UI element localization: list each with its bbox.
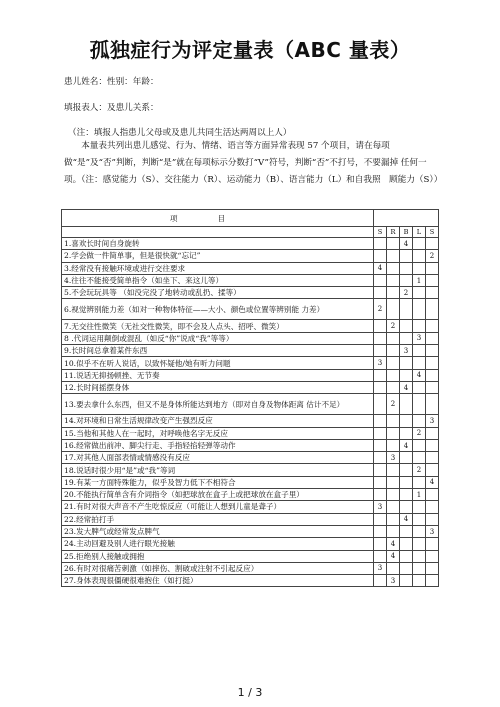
score-cell: 3 bbox=[374, 501, 387, 513]
score-cell: 3 bbox=[426, 415, 439, 427]
empty-score-cell bbox=[413, 501, 426, 513]
empty-score-cell bbox=[426, 287, 439, 299]
score-cell: 3 bbox=[387, 575, 400, 587]
empty-score-cell bbox=[426, 320, 439, 332]
empty-score-cell bbox=[387, 513, 400, 525]
empty-score-cell bbox=[400, 562, 413, 574]
empty-score-cell bbox=[413, 394, 426, 415]
table-row bbox=[62, 332, 439, 344]
empty-score-cell bbox=[374, 439, 387, 451]
patient-info-line: 患儿姓名：性别：年龄： bbox=[64, 77, 159, 87]
empty-score-cell bbox=[374, 489, 387, 501]
item-text: 21.有时对很大声音不产生吃惊反应（可能让人想到儿童是聋子） bbox=[62, 501, 374, 513]
table-row bbox=[62, 262, 439, 274]
item-text: 8 .代词运用颠倒或混乱（如反“你”说成“我”等等） bbox=[62, 332, 374, 344]
score-cell: 3 bbox=[387, 452, 400, 464]
col-label-s1: S bbox=[374, 227, 387, 238]
empty-score-cell bbox=[374, 452, 387, 464]
score-cell: 4 bbox=[426, 476, 439, 488]
item-text: 22.经常拍打手 bbox=[62, 513, 374, 525]
abc-scale-table bbox=[61, 209, 439, 587]
empty-score-cell bbox=[400, 427, 413, 439]
score-cell: 4 bbox=[413, 369, 426, 381]
col-label-s2: S bbox=[426, 227, 439, 238]
empty-score-cell bbox=[387, 427, 400, 439]
table-row bbox=[62, 525, 439, 537]
item-text: 12.长时间摇摆身体 bbox=[62, 381, 374, 393]
item-text: 19.有某一方面特殊能力，似乎及智力低下不相符合 bbox=[62, 476, 374, 488]
empty-score-cell bbox=[413, 238, 426, 250]
empty-score-cell bbox=[426, 299, 439, 320]
empty-score-cell bbox=[374, 274, 387, 286]
empty-score-cell bbox=[426, 357, 439, 369]
item-text: 24.主动回避及别人进行眼光接触 bbox=[62, 538, 374, 550]
empty-score-cell bbox=[400, 476, 413, 488]
score-cell: 3 bbox=[374, 562, 387, 574]
empty-score-cell bbox=[400, 320, 413, 332]
empty-score-cell bbox=[426, 427, 439, 439]
score-cell: 2 bbox=[413, 464, 426, 476]
table-row bbox=[62, 489, 439, 501]
item-text: 13.要去拿什么东西，但又不是身体所能达到地方（即对自身及物体距离 估计不足） bbox=[62, 394, 374, 415]
item-text: 17.对其他人面部表情或情感没有反应 bbox=[62, 452, 374, 464]
empty-score-cell bbox=[413, 476, 426, 488]
empty-score-cell bbox=[374, 427, 387, 439]
item-text: 10.似乎不在听人说话，以致怀疑他/她有听力问题 bbox=[62, 357, 374, 369]
score-cell: 4 bbox=[387, 550, 400, 562]
empty-score-cell bbox=[426, 562, 439, 574]
reporter-note: （注：填报人指患儿父母或及患儿共同生活达两周以上人） bbox=[68, 128, 292, 138]
empty-score-cell bbox=[426, 381, 439, 393]
empty-score-cell bbox=[400, 501, 413, 513]
table-row bbox=[62, 369, 439, 381]
score-cell: 3 bbox=[426, 525, 439, 537]
score-cell: 1 bbox=[413, 489, 426, 501]
empty-score-cell bbox=[426, 262, 439, 274]
table-row bbox=[62, 287, 439, 299]
table-row bbox=[62, 550, 439, 562]
table-header-scores bbox=[374, 210, 439, 227]
score-cell: 4 bbox=[400, 238, 413, 250]
item-text: 4.往往不能接受简单指令（如坐下、来这儿等） bbox=[62, 274, 374, 286]
empty-score-cell bbox=[387, 562, 400, 574]
table-row bbox=[62, 513, 439, 525]
score-cell: 2 bbox=[413, 427, 426, 439]
empty-score-cell bbox=[387, 357, 400, 369]
empty-score-cell bbox=[426, 345, 439, 357]
empty-score-cell bbox=[400, 489, 413, 501]
empty-score-cell bbox=[413, 575, 426, 587]
table-row bbox=[62, 439, 439, 451]
empty-score-cell bbox=[413, 513, 426, 525]
score-cell: 4 bbox=[387, 538, 400, 550]
empty-score-cell bbox=[400, 415, 413, 427]
empty-score-cell bbox=[426, 274, 439, 286]
empty-score-cell bbox=[400, 525, 413, 537]
table-row bbox=[62, 320, 439, 332]
item-text: 9.长时间总拿着某件东西 bbox=[62, 345, 374, 357]
item-text: 14.对环境和日常生活规律改变产生强烈反应 bbox=[62, 415, 374, 427]
empty-score-cell bbox=[400, 464, 413, 476]
empty-score-cell bbox=[426, 439, 439, 451]
score-cell: 4 bbox=[400, 381, 413, 393]
item-text: 1.喜欢长时间自身旋转 bbox=[62, 238, 374, 250]
empty-score-cell bbox=[426, 513, 439, 525]
empty-score-cell bbox=[426, 464, 439, 476]
empty-score-cell bbox=[387, 299, 400, 320]
empty-score-cell bbox=[426, 238, 439, 250]
empty-score-cell bbox=[387, 489, 400, 501]
empty-score-cell bbox=[413, 562, 426, 574]
empty-score-cell bbox=[374, 250, 387, 262]
empty-score-cell bbox=[374, 415, 387, 427]
score-cell: 2 bbox=[426, 250, 439, 262]
item-text: 7.无交往性微笑（无社交性微笑，即不会及人点头、招呼、微笑） bbox=[62, 320, 374, 332]
empty-score-cell bbox=[413, 299, 426, 320]
item-column-spacer bbox=[62, 227, 374, 238]
table-row bbox=[62, 452, 439, 464]
table-row bbox=[62, 345, 439, 357]
score-cell: 4 bbox=[400, 439, 413, 451]
empty-score-cell bbox=[400, 250, 413, 262]
page-number: 1 / 3 bbox=[237, 686, 263, 699]
score-cell: 3 bbox=[400, 345, 413, 357]
empty-score-cell bbox=[387, 381, 400, 393]
empty-score-cell bbox=[374, 550, 387, 562]
empty-score-cell bbox=[387, 262, 400, 274]
score-cell: 3 bbox=[413, 332, 426, 344]
table-row bbox=[62, 562, 439, 574]
empty-score-cell bbox=[387, 345, 400, 357]
empty-score-cell bbox=[374, 320, 387, 332]
empty-score-cell bbox=[413, 250, 426, 262]
empty-score-cell bbox=[413, 439, 426, 451]
empty-score-cell bbox=[426, 394, 439, 415]
empty-score-cell bbox=[400, 452, 413, 464]
table-row bbox=[62, 250, 439, 262]
score-cell: 2 bbox=[387, 320, 400, 332]
table-row bbox=[62, 415, 439, 427]
empty-score-cell bbox=[387, 274, 400, 286]
table-row bbox=[62, 394, 439, 415]
empty-score-cell bbox=[413, 550, 426, 562]
col-label-b: B bbox=[400, 227, 413, 238]
item-text: 15.当他和其他人在一起时，对呼唤他名字无反应 bbox=[62, 427, 374, 439]
empty-score-cell bbox=[400, 369, 413, 381]
col-label-l: L bbox=[413, 227, 426, 238]
item-text: 26.有时对很痛苦刺激（如摔伤、割破或注射不引起反应） bbox=[62, 562, 374, 574]
empty-score-cell bbox=[387, 332, 400, 344]
empty-score-cell bbox=[387, 476, 400, 488]
empty-score-cell bbox=[426, 575, 439, 587]
empty-score-cell bbox=[387, 369, 400, 381]
empty-score-cell bbox=[374, 476, 387, 488]
empty-score-cell bbox=[413, 262, 426, 274]
table-header-items: 项目 bbox=[62, 210, 374, 227]
empty-score-cell bbox=[426, 489, 439, 501]
document-title: 孤独症行为评定量表（ABC 量表） bbox=[89, 38, 411, 62]
score-cell: 2 bbox=[387, 394, 400, 415]
empty-score-cell bbox=[387, 250, 400, 262]
empty-score-cell bbox=[413, 345, 426, 357]
table-row bbox=[62, 357, 439, 369]
empty-score-cell bbox=[374, 381, 387, 393]
empty-score-cell bbox=[374, 464, 387, 476]
empty-score-cell bbox=[400, 550, 413, 562]
table-row bbox=[62, 238, 439, 250]
empty-score-cell bbox=[426, 501, 439, 513]
item-text: 5.不会玩玩具等 （如没完没了地转动或乱扔、揉等） bbox=[62, 287, 374, 299]
empty-score-cell bbox=[374, 369, 387, 381]
item-text: 11.说话无抑扬顿挫、无节奏 bbox=[62, 369, 374, 381]
empty-score-cell bbox=[400, 357, 413, 369]
item-text: 3.经常没有接触环境或进行交往要求 bbox=[62, 262, 374, 274]
column-labels-row bbox=[62, 227, 439, 238]
empty-score-cell bbox=[387, 415, 400, 427]
empty-score-cell bbox=[400, 538, 413, 550]
empty-score-cell bbox=[413, 287, 426, 299]
empty-score-cell bbox=[400, 394, 413, 415]
empty-score-cell bbox=[400, 274, 413, 286]
empty-score-cell bbox=[374, 287, 387, 299]
empty-score-cell bbox=[374, 538, 387, 550]
item-text: 6.视觉辨别能力差（如对一种物体特征——大小、颜色或位置等辨别能 力差） bbox=[62, 299, 374, 320]
item-text: 2.学会做一件简单事，但是很快就“忘记” bbox=[62, 250, 374, 262]
empty-score-cell bbox=[400, 262, 413, 274]
empty-score-cell bbox=[413, 452, 426, 464]
empty-score-cell bbox=[426, 550, 439, 562]
table-row bbox=[62, 274, 439, 286]
table-row bbox=[62, 476, 439, 488]
empty-score-cell bbox=[374, 238, 387, 250]
table-row bbox=[62, 427, 439, 439]
score-cell: 4 bbox=[400, 513, 413, 525]
empty-score-cell bbox=[426, 452, 439, 464]
empty-score-cell bbox=[387, 525, 400, 537]
empty-score-cell bbox=[413, 320, 426, 332]
empty-score-cell bbox=[387, 464, 400, 476]
score-cell: 3 bbox=[374, 357, 387, 369]
table-row bbox=[62, 575, 439, 587]
score-cell: 1 bbox=[413, 274, 426, 286]
empty-score-cell bbox=[387, 501, 400, 513]
table-row bbox=[62, 501, 439, 513]
empty-score-cell bbox=[426, 369, 439, 381]
empty-score-cell bbox=[387, 238, 400, 250]
empty-score-cell bbox=[400, 299, 413, 320]
empty-score-cell bbox=[426, 538, 439, 550]
empty-score-cell bbox=[413, 415, 426, 427]
empty-score-cell bbox=[374, 513, 387, 525]
item-text: 16.经常做出前冲、脚尖行走、手指轻掐轻弹等动作 bbox=[62, 439, 374, 451]
empty-score-cell bbox=[413, 381, 426, 393]
item-text: 27.身体表现很僵硬很难抱住（如打挺） bbox=[62, 575, 374, 587]
score-cell: 4 bbox=[374, 262, 387, 274]
empty-score-cell bbox=[413, 538, 426, 550]
table-row bbox=[62, 538, 439, 550]
empty-score-cell bbox=[374, 332, 387, 344]
score-cell: 2 bbox=[400, 287, 413, 299]
empty-score-cell bbox=[413, 357, 426, 369]
col-label-r: R bbox=[387, 227, 400, 238]
reporter-info-line: 填报表人：及患儿关系： bbox=[64, 103, 159, 113]
empty-score-cell bbox=[387, 439, 400, 451]
table-row bbox=[62, 299, 439, 320]
item-text: 23.发大脾气或经常发点脾气 bbox=[62, 525, 374, 537]
item-text: 25.拒绝别人接触或拥抱 bbox=[62, 550, 374, 562]
empty-score-cell bbox=[374, 575, 387, 587]
empty-score-cell bbox=[374, 525, 387, 537]
table-row bbox=[62, 464, 439, 476]
table-row bbox=[62, 381, 439, 393]
empty-score-cell bbox=[426, 332, 439, 344]
empty-score-cell bbox=[413, 525, 426, 537]
item-text: 20.不能执行简单含有介词指令（如把球放在盒子上或把球放在盒子里） bbox=[62, 489, 374, 501]
empty-score-cell bbox=[387, 287, 400, 299]
empty-score-cell bbox=[374, 394, 387, 415]
empty-score-cell bbox=[400, 332, 413, 344]
empty-score-cell bbox=[400, 575, 413, 587]
score-cell: 2 bbox=[374, 299, 387, 320]
empty-score-cell bbox=[374, 345, 387, 357]
item-text: 18.说话时很少用“是”或“我”等词 bbox=[62, 464, 374, 476]
instructions-paragraph: 本量表共列出患儿感觉、行为、情绪、语言等方面异常表现 57 个项目，请在每项做“是”及“否”判断，判断“是”就在每项标示分数打“V”符号，判断“否”不打号，不要漏掉 任何一项。（注：感觉能力（S）、交往能力（R）、运动能力（B）、语言能力（L）和自我照 顾能力（S）） bbox=[64, 141, 443, 185]
